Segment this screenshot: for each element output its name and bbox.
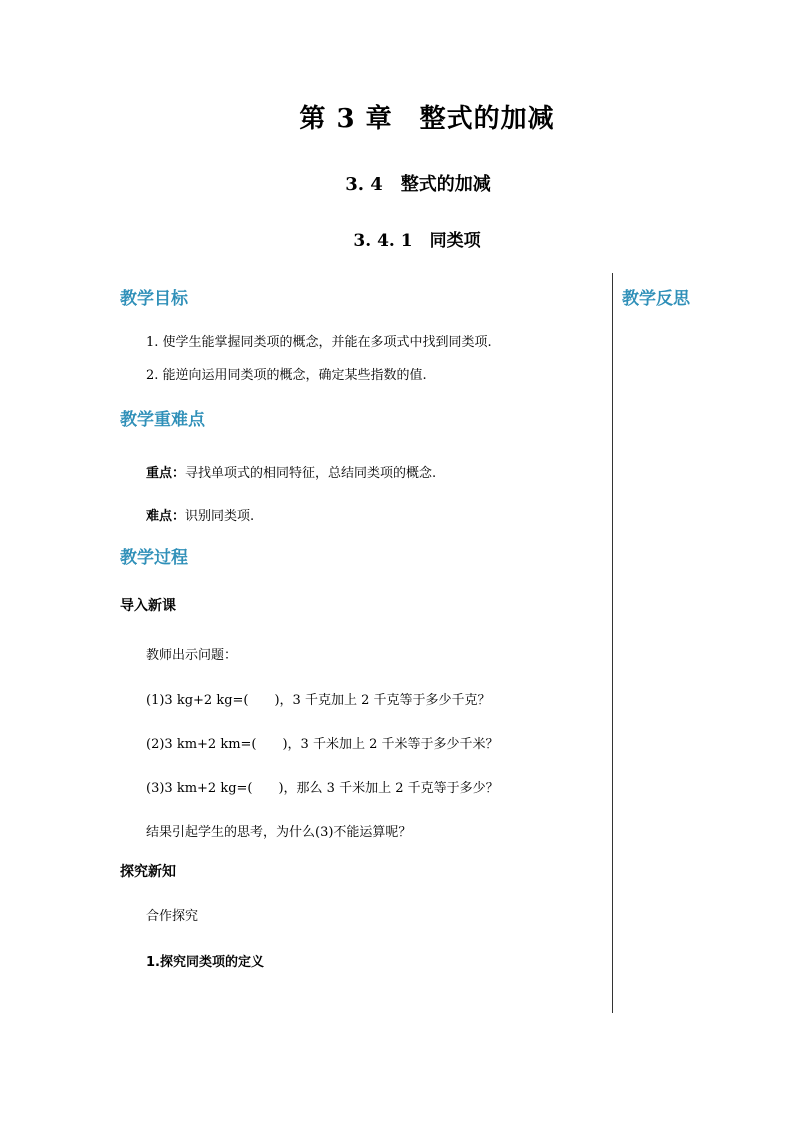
process-heading: 教学过程 bbox=[120, 548, 188, 568]
objective-item-2: 2. 能逆向运用同类项的概念，确定某些指数的值. bbox=[146, 368, 427, 383]
section-title: 3. 4 整式的加减 bbox=[345, 174, 491, 195]
intro-prompt: 教师出示问题： bbox=[146, 648, 238, 663]
intro-heading: 导入新课 bbox=[120, 598, 176, 614]
question-1: (1)3 kg+2 kg=( )，3 千克加上 2 千克等于多少千克？ bbox=[146, 693, 491, 708]
difficulty-label: 难点： bbox=[146, 509, 186, 524]
reflection-heading: 教学反思 bbox=[622, 289, 690, 309]
question-2: (2)3 km+2 km=( )，3 千米加上 2 千米等于多少千米？ bbox=[146, 737, 499, 752]
objective-item-1: 1. 使学生能掌握同类项的概念，并能在多项式中找到同类项. bbox=[146, 335, 492, 350]
explore-step-1: 1.探究同类项的定义 bbox=[146, 955, 264, 970]
explore-activity: 合作探究 bbox=[146, 909, 199, 924]
key-points-heading: 教学重难点 bbox=[120, 410, 205, 430]
difficulty-text: 识别同类项. bbox=[185, 509, 255, 524]
subsection-title: 3. 4. 1 同类项 bbox=[353, 231, 481, 251]
question-3: (3)3 km+2 kg=( )，那么 3 千米加上 2 千克等于多少？ bbox=[146, 781, 499, 796]
intro-conclusion: 结果引起学生的思考，为什么(3)不能运算呢？ bbox=[146, 825, 412, 840]
focus-line bbox=[146, 462, 436, 481]
column-divider bbox=[612, 273, 613, 1013]
difficulty-line bbox=[146, 505, 254, 524]
focus-text: 寻找单项式的相同特征，总结同类项的概念. bbox=[185, 466, 437, 481]
objectives-heading: 教学目标 bbox=[120, 289, 188, 309]
focus-label: 重点： bbox=[146, 466, 186, 481]
explore-heading: 探究新知 bbox=[120, 864, 176, 880]
chapter-title: 第 3 章 整式的加减 bbox=[299, 104, 555, 134]
